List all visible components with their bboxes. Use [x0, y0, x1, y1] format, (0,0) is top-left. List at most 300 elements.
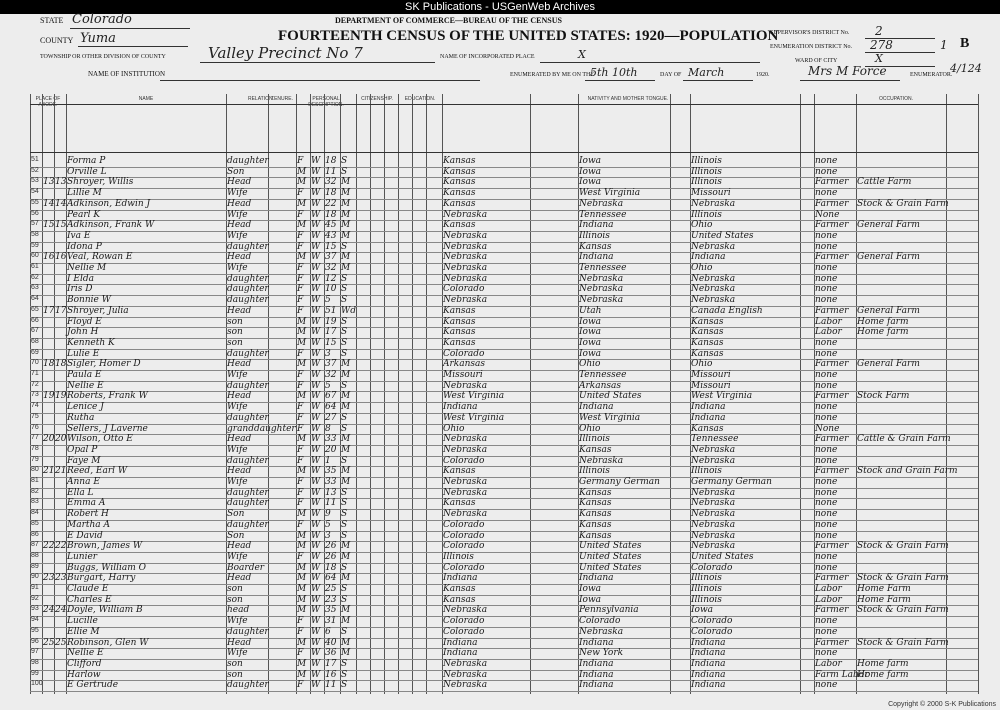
- cell-race: W: [311, 273, 321, 284]
- cell-age: 17: [325, 327, 337, 338]
- cell-age: 15: [325, 337, 337, 348]
- cell-sex: F: [297, 487, 304, 498]
- cell-birth: Colorado: [443, 455, 485, 466]
- cell-age: 64: [325, 402, 337, 413]
- cell-rel: Head: [227, 434, 252, 445]
- cell-n: 93: [31, 605, 39, 613]
- cell-name: Brown, James W: [67, 541, 143, 552]
- cell-race: W: [311, 156, 321, 166]
- cell-ms: M: [341, 616, 351, 627]
- cell-ind: Stock & Grain Farm: [857, 637, 949, 648]
- cell-fbirth: Colorado: [579, 616, 621, 627]
- cell-occ: none: [815, 477, 838, 487]
- cell-birth: West Virginia: [443, 391, 505, 402]
- table-row: [30, 167, 978, 178]
- cell-age: 20: [325, 444, 337, 455]
- cell-race: W: [311, 498, 321, 509]
- cell-race: W: [311, 434, 321, 445]
- cell-ms: M: [341, 402, 351, 413]
- cell-sex: M: [297, 177, 307, 188]
- cell-n: 82: [31, 487, 39, 495]
- cell-n: 95: [31, 626, 39, 634]
- cell-rel: Son: [227, 509, 245, 520]
- cell-name: Nellie E: [67, 648, 104, 659]
- cell-rel: Head: [227, 391, 252, 402]
- cell-rel: daughter: [227, 348, 269, 359]
- cell-dw: 22: [43, 541, 55, 552]
- cell-age: 36: [325, 648, 337, 659]
- cell-ms: M: [341, 551, 351, 562]
- cell-name: Ellie M: [67, 626, 100, 637]
- cell-dw: 20: [43, 434, 55, 445]
- cell-mbirth: Nebraska: [691, 241, 736, 252]
- cell-fbirth: Arkansas: [579, 380, 622, 391]
- cell-race: W: [311, 562, 321, 573]
- cell-race: W: [311, 584, 321, 594]
- cell-birth: Nebraska: [443, 434, 488, 445]
- cell-ms: M: [341, 177, 351, 188]
- cell-race: W: [311, 509, 321, 520]
- cell-ind: General Farm: [857, 220, 920, 231]
- cell-race: W: [311, 541, 321, 552]
- cell-fbirth: Illinois: [579, 466, 610, 477]
- enumerated-label: ENUMERATED BY ME ON THE: [510, 72, 594, 78]
- township-value: Valley Precinct No 7: [208, 44, 363, 62]
- section-header: PLACE OF ABODE.: [35, 96, 61, 108]
- cell-rel: Wife: [227, 648, 248, 659]
- cell-fbirth: Illinois: [579, 434, 610, 445]
- cell-occ: Farmer: [815, 573, 849, 584]
- cell-sex: M: [297, 359, 307, 370]
- cell-birth: Kansas: [443, 177, 476, 188]
- cell-birth: Colorado: [443, 562, 485, 573]
- cell-name: Lucille: [67, 616, 98, 627]
- cell-occ: none: [815, 348, 838, 359]
- cell-fbirth: Iowa: [579, 166, 602, 177]
- cell-n: 68: [31, 337, 39, 345]
- cell-occ: none: [815, 444, 838, 455]
- cell-occ: Labor: [815, 316, 842, 327]
- cell-n: 83: [31, 498, 39, 506]
- cell-n: 94: [31, 616, 39, 624]
- section-header: NATIVITY AND MOTHER TONGUE.: [587, 96, 669, 102]
- cell-fbirth: Kansas: [579, 444, 612, 455]
- section-header: CITIZENSHIP.: [361, 96, 393, 102]
- cell-rel: Wife: [227, 551, 248, 562]
- cell-ind: Home Farm: [857, 584, 911, 594]
- cell-race: W: [311, 444, 321, 455]
- cell-mbirth: Illinois: [691, 594, 722, 605]
- cell-age: 3: [325, 530, 331, 541]
- cell-n: 61: [31, 263, 39, 270]
- table-row: [30, 413, 978, 424]
- cell-rel: Head: [227, 252, 252, 263]
- cell-sex: F: [297, 444, 304, 455]
- cell-name: Lillie M: [67, 188, 102, 199]
- cell-rel: daughter: [227, 241, 269, 252]
- cell-fbirth: Nebraska: [579, 273, 624, 284]
- cell-age: 9: [325, 509, 331, 520]
- cell-n: 51: [31, 156, 39, 163]
- table-row: [30, 284, 978, 295]
- table-row: [30, 156, 978, 167]
- cell-mbirth: Illinois: [691, 156, 722, 166]
- day-of-label: DAY OF: [660, 72, 682, 78]
- enumerator-label: ENUMERATOR.: [910, 72, 953, 78]
- cell-sex: F: [297, 284, 304, 295]
- cell-fbirth: Iowa: [579, 327, 602, 338]
- cell-n: 92: [31, 594, 39, 602]
- cell-race: W: [311, 370, 321, 380]
- cell-n: 65: [31, 305, 39, 313]
- cell-rel: daughter: [227, 455, 269, 466]
- cell-occ: none: [815, 498, 838, 509]
- cell-age: 40: [325, 637, 337, 648]
- cell-occ: none: [815, 295, 838, 306]
- cell-age: 32: [325, 263, 337, 273]
- cell-fbirth: Iowa: [579, 177, 602, 188]
- cell-fbirth: Kansas: [579, 487, 612, 498]
- cell-ind: Home farm: [857, 327, 909, 338]
- cell-name: Buggs, William O: [67, 562, 147, 573]
- cell-age: 15: [325, 241, 337, 252]
- table-row: [30, 509, 978, 520]
- cell-dw: 19: [43, 391, 55, 402]
- cell-ms: M: [341, 230, 351, 241]
- cell-fbirth: United States: [579, 541, 642, 552]
- cell-name: Clifford: [67, 658, 102, 669]
- cell-mbirth: Indiana: [691, 637, 726, 648]
- cell-name: Martha A: [67, 519, 111, 530]
- cell-ind: Stock & Grain Farm: [857, 198, 949, 209]
- cell-birth: Nebraska: [443, 444, 488, 455]
- cell-race: W: [311, 252, 321, 263]
- cell-race: W: [311, 605, 321, 616]
- cell-name: Harlow: [67, 669, 101, 680]
- cell-sex: F: [297, 402, 304, 413]
- cell-race: W: [311, 305, 321, 316]
- cell-age: 18: [325, 188, 337, 199]
- cell-race: W: [311, 551, 321, 562]
- cell-mbirth: Nebraska: [691, 273, 736, 284]
- cell-ms: S: [341, 166, 348, 177]
- cell-dw: 16: [43, 252, 55, 263]
- cell-age: 35: [325, 605, 337, 616]
- cell-birth: Nebraska: [443, 295, 488, 306]
- cell-ind: General Farm: [857, 305, 920, 316]
- cell-age: 32: [325, 177, 337, 188]
- table-row: [30, 488, 978, 499]
- cell-sex: M: [297, 166, 307, 177]
- cell-race: W: [311, 412, 321, 423]
- cell-race: W: [311, 658, 321, 669]
- cell-sex: F: [297, 412, 304, 423]
- cell-birth: Colorado: [443, 530, 485, 541]
- cell-sex: M: [297, 605, 307, 616]
- cell-sex: M: [297, 252, 307, 263]
- cell-ms: S: [341, 316, 348, 327]
- cell-age: 45: [325, 220, 337, 231]
- cell-occ: none: [815, 337, 838, 348]
- cell-fbirth: Tennessee: [579, 370, 627, 380]
- section-header: EDUCATION.: [404, 96, 436, 102]
- cell-rel: Head: [227, 198, 252, 209]
- cell-occ: none: [815, 509, 838, 520]
- ward-label: WARD OF CITY: [795, 58, 838, 64]
- cell-occ: none: [815, 519, 838, 530]
- sheet-code: 4/124: [950, 62, 982, 75]
- cell-mbirth: Ohio: [691, 220, 713, 231]
- cell-race: W: [311, 423, 321, 434]
- cell-sex: M: [297, 220, 307, 231]
- cell-fbirth: Germany German: [579, 477, 660, 487]
- cell-occ: None: [815, 423, 840, 434]
- cell-sex: F: [297, 680, 304, 691]
- cell-rel: Wife: [227, 444, 248, 455]
- cell-n: 90: [31, 573, 39, 581]
- cell-race: W: [311, 626, 321, 637]
- cell-birth: Nebraska: [443, 263, 488, 273]
- cell-fbirth: Tennessee: [579, 209, 627, 220]
- cell-age: 11: [325, 680, 337, 691]
- cell-fbirth: Kansas: [579, 509, 612, 520]
- cell-fam: 25: [55, 637, 67, 648]
- cell-name: Lulie E: [67, 348, 100, 359]
- cell-name: Kenneth K: [67, 337, 115, 348]
- cell-mbirth: Ohio: [691, 359, 713, 370]
- cell-ms: M: [341, 605, 351, 616]
- cell-race: W: [311, 669, 321, 680]
- cell-ms: S: [341, 509, 348, 520]
- cell-name: Idona P: [67, 241, 102, 252]
- cell-name: Charles E: [67, 594, 112, 605]
- cell-birth: Colorado: [443, 519, 485, 530]
- cell-name: Burgart, Harry: [67, 573, 136, 584]
- sheet-number: 1: [940, 38, 948, 52]
- cell-rel: daughter: [227, 295, 269, 306]
- cell-occ: Farmer: [815, 220, 849, 231]
- cell-birth: Kansas: [443, 156, 476, 166]
- cell-age: 17: [325, 658, 337, 669]
- cell-ms: M: [341, 541, 351, 552]
- cell-fbirth: Utah: [579, 305, 602, 316]
- cell-name: Sellers, J Laverne: [67, 423, 148, 434]
- cell-name: Reed, Earl W: [67, 466, 128, 477]
- cell-name: Lenice J: [67, 402, 104, 413]
- cell-occ: Farmer: [815, 198, 849, 209]
- cell-n: 62: [31, 273, 39, 281]
- cell-birth: Colorado: [443, 348, 485, 359]
- cell-n: 100: [31, 680, 43, 688]
- cell-occ: Farmer: [815, 177, 849, 188]
- cell-sex: F: [297, 348, 304, 359]
- cell-ms: S: [341, 327, 348, 338]
- cell-n: 85: [31, 519, 39, 527]
- cell-age: 8: [325, 423, 331, 434]
- cell-occ: Farmer: [815, 434, 849, 445]
- cell-birth: Nebraska: [443, 669, 488, 680]
- cell-fbirth: Indiana: [579, 402, 614, 413]
- cell-n: 89: [31, 562, 39, 570]
- cell-fbirth: West Virginia: [579, 412, 641, 423]
- cell-mbirth: Missouri: [691, 188, 731, 199]
- cell-race: W: [311, 359, 321, 370]
- cell-ind: Stock & Grain Farm: [857, 541, 949, 552]
- year-label: 1920.: [756, 72, 770, 78]
- cell-mbirth: Indiana: [691, 669, 726, 680]
- cell-mbirth: Nebraska: [691, 487, 736, 498]
- cell-ms: S: [341, 658, 348, 669]
- cell-sex: F: [297, 455, 304, 466]
- cell-birth: Kansas: [443, 198, 476, 209]
- cell-age: 23: [325, 594, 337, 605]
- cell-fbirth: Indiana: [579, 637, 614, 648]
- cell-occ: none: [815, 455, 838, 466]
- cell-occ: None: [815, 209, 840, 220]
- cell-mbirth: United States: [691, 230, 754, 241]
- cell-ms: M: [341, 370, 351, 380]
- cell-fbirth: Nebraska: [579, 295, 624, 306]
- table-row: [30, 177, 978, 188]
- ward-value: X: [875, 52, 883, 65]
- cell-ms: M: [341, 209, 351, 220]
- cell-fbirth: Ohio: [579, 359, 601, 370]
- cell-name: Lunier: [67, 551, 98, 562]
- cell-rel: son: [227, 658, 243, 669]
- cell-mbirth: Colorado: [691, 616, 733, 627]
- section-header: RELATION.: [247, 96, 275, 102]
- cell-sex: F: [297, 230, 304, 241]
- cell-age: 10: [325, 284, 337, 295]
- cell-race: W: [311, 220, 321, 231]
- cell-sex: F: [297, 263, 304, 273]
- cell-fbirth: Kansas: [579, 530, 612, 541]
- cell-rel: Wife: [227, 616, 248, 627]
- table-row: [30, 595, 978, 606]
- county-label: COUNTY: [40, 36, 74, 45]
- enum-district-label: ENUMERATION DISTRICT No.: [770, 44, 853, 50]
- cell-name: Floyd E: [67, 316, 102, 327]
- cell-age: 26: [325, 541, 337, 552]
- cell-occ: none: [815, 273, 838, 284]
- cell-rel: daughter: [227, 284, 269, 295]
- cell-fbirth: Nebraska: [579, 626, 624, 637]
- cell-race: W: [311, 348, 321, 359]
- cell-n: 69: [31, 348, 39, 356]
- cell-n: 75: [31, 412, 39, 420]
- enumerated-day: 5th 10th: [590, 66, 638, 79]
- cell-n: 55: [31, 198, 39, 206]
- cell-age: 19: [325, 316, 337, 327]
- cell-ms: S: [341, 156, 348, 166]
- cell-occ: Labor: [815, 594, 842, 605]
- cell-race: W: [311, 594, 321, 605]
- cell-dw: 14: [43, 198, 55, 209]
- cell-name: Veal, Rowan E: [67, 252, 133, 263]
- table-row: [30, 552, 978, 563]
- cell-birth: Nebraska: [443, 509, 488, 520]
- cell-rel: daughter: [227, 498, 269, 509]
- cell-rel: son: [227, 594, 243, 605]
- cell-rel: daughter: [227, 626, 269, 637]
- cell-name: Bonnie W: [67, 295, 111, 306]
- cell-fbirth: Nebraska: [579, 455, 624, 466]
- cell-name: Nellie E: [67, 380, 104, 391]
- cell-n: 59: [31, 241, 39, 249]
- cell-race: W: [311, 209, 321, 220]
- cell-sex: F: [297, 370, 304, 380]
- cell-ms: S: [341, 519, 348, 530]
- cell-rel: Wife: [227, 477, 248, 487]
- cell-fbirth: Indiana: [579, 573, 614, 584]
- cell-ms: S: [341, 295, 348, 306]
- table-row: [30, 563, 978, 574]
- cell-race: W: [311, 380, 321, 391]
- cell-occ: none: [815, 370, 838, 380]
- cell-rel: Boarder: [227, 562, 265, 573]
- table-row: [30, 402, 978, 413]
- cell-mbirth: Indiana: [691, 412, 726, 423]
- cell-n: 66: [31, 316, 39, 324]
- cell-fbirth: Illinois: [579, 230, 610, 241]
- cell-occ: Farmer: [815, 391, 849, 402]
- cell-fbirth: Kansas: [579, 519, 612, 530]
- cell-sex: M: [297, 391, 307, 402]
- table-row: [30, 199, 978, 210]
- cell-birth: Kansas: [443, 337, 476, 348]
- cell-birth: Nebraska: [443, 658, 488, 669]
- cell-fbirth: Indiana: [579, 658, 614, 669]
- cell-ms: S: [341, 626, 348, 637]
- cell-age: 26: [325, 551, 337, 562]
- cell-age: 5: [325, 519, 331, 530]
- cell-age: 18: [325, 562, 337, 573]
- cell-fbirth: Iowa: [579, 316, 602, 327]
- section-header: TENURE.: [271, 96, 293, 102]
- cell-occ: none: [815, 680, 838, 691]
- cell-ms: S: [341, 594, 348, 605]
- cell-rel: daughter: [227, 412, 269, 423]
- cell-n: 58: [31, 230, 39, 238]
- cell-name: John H: [67, 327, 99, 338]
- cell-ms: M: [341, 263, 351, 273]
- cell-mbirth: Ohio: [691, 263, 713, 273]
- cell-race: W: [311, 166, 321, 177]
- cell-race: W: [311, 391, 321, 402]
- cell-race: W: [311, 316, 321, 327]
- cell-race: W: [311, 177, 321, 188]
- cell-race: W: [311, 198, 321, 209]
- cell-n: 53: [31, 177, 39, 185]
- cell-fam: 20: [55, 434, 67, 445]
- cell-race: W: [311, 519, 321, 530]
- table-row: [30, 263, 978, 274]
- cell-rel: Head: [227, 573, 252, 584]
- cell-birth: Colorado: [443, 541, 485, 552]
- cell-sex: M: [297, 594, 307, 605]
- cell-mbirth: Nebraska: [691, 498, 736, 509]
- cell-occ: Labor: [815, 327, 842, 338]
- cell-age: 1: [325, 455, 331, 466]
- supervisor-value: 2: [875, 24, 883, 38]
- cell-ms: S: [341, 498, 348, 509]
- cell-name: E Gertrude: [67, 680, 119, 691]
- enumerator-value: Mrs M Force: [808, 64, 887, 78]
- cell-n: 60: [31, 252, 39, 260]
- cell-mbirth: Iowa: [691, 605, 714, 616]
- cell-fbirth: Indiana: [579, 220, 614, 231]
- cell-n: 71: [31, 370, 39, 377]
